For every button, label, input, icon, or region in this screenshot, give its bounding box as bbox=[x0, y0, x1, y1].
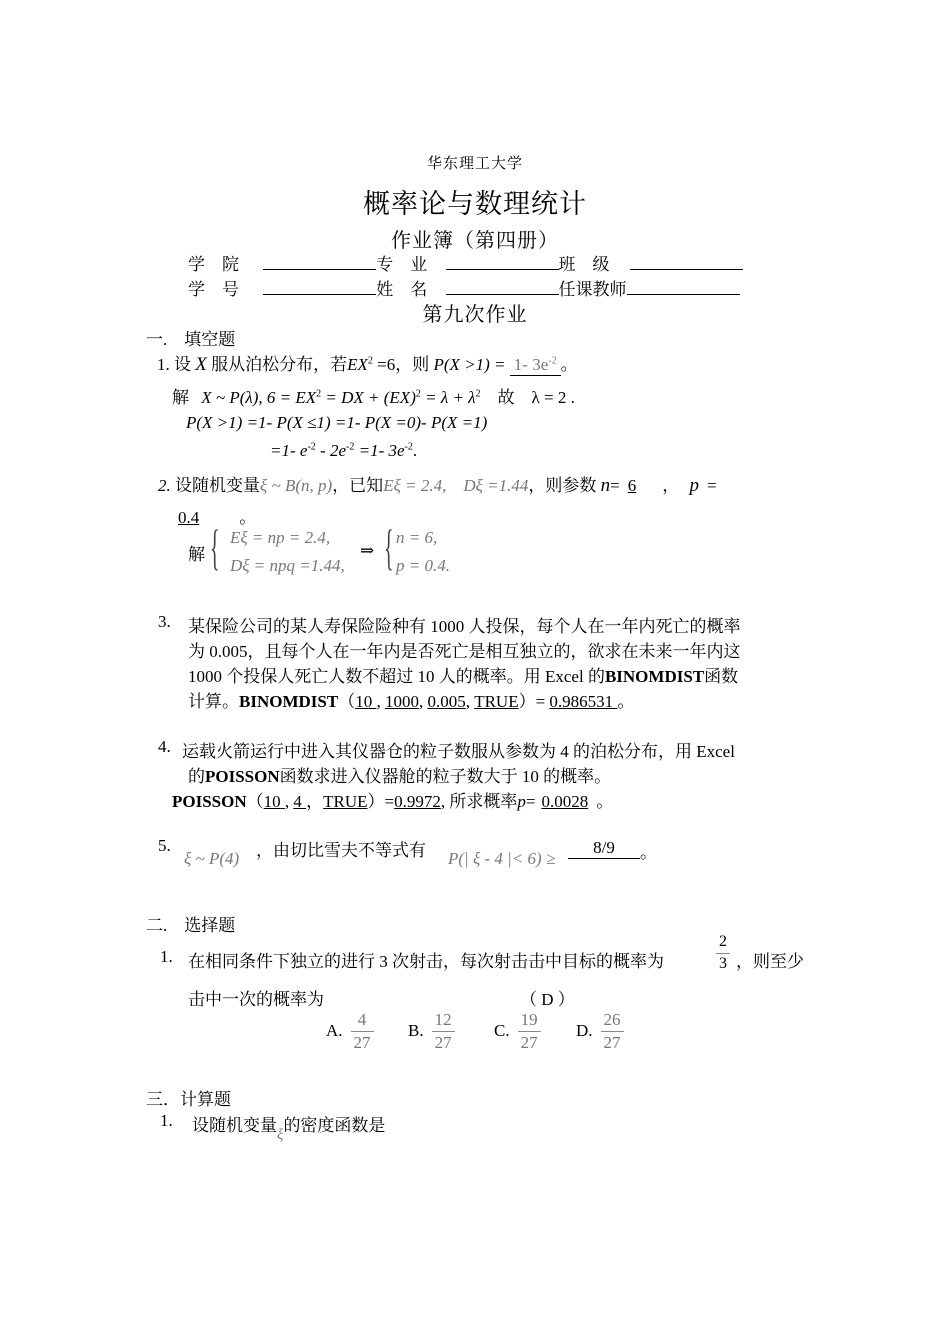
s1-q1-question: 1. 设 X 服从泊松分布，若$EX^2 =6$，则 P(X >1) = 1- $3e^{-2}$ 。 bbox=[157, 354, 578, 375]
s2-q1-num: 1. bbox=[160, 947, 173, 966]
s1-q4-answer: 0.0028 bbox=[541, 792, 589, 811]
option-c[interactable] bbox=[494, 1011, 541, 1052]
s1-q2-n-answer: 6 bbox=[627, 476, 637, 495]
name-label: 姓 名 bbox=[376, 280, 428, 299]
page-subtitle: 作业簿（第四册） bbox=[391, 230, 559, 252]
s3-q1-num: 1. bbox=[160, 1111, 173, 1130]
class-label: 班 级 bbox=[558, 255, 610, 274]
s1-q3-num: 3. bbox=[158, 612, 171, 631]
s1-q4-line1: 运载火箭运行中进入其仪器仓的粒子数服从参数为 4 的泊松分布，用 Excel bbox=[182, 742, 735, 761]
s1-q2-p-answer: 0.4 bbox=[178, 508, 200, 527]
section2-title: 二. 选择题 bbox=[146, 916, 236, 935]
s1-q3-line4: 计算。BINOMDIST（10 , 1000, 0.005, TRUE）= 0.986531 。 bbox=[188, 692, 635, 711]
option-label: B. bbox=[408, 1021, 424, 1041]
left-brace-icon: { bbox=[384, 519, 394, 575]
option-label: D. bbox=[576, 1021, 593, 1041]
left-brace-icon: { bbox=[210, 519, 220, 575]
option-fraction: $\frac{12}{27}$ bbox=[432, 1011, 455, 1052]
option-d[interactable] bbox=[576, 1011, 624, 1052]
s1-q2-question: 2. 设随机变量ξ ~ B(n, p)，已知Eξ = 2.4, Dξ =1.44，则参数 n= 6 ， p = bbox=[158, 475, 717, 496]
major-label: 专 业 bbox=[376, 255, 428, 274]
name-field[interactable] bbox=[446, 279, 559, 295]
s1-q5-expr: P(| ξ - 4 |< 6) ≥ bbox=[448, 849, 556, 868]
s2-q1-line1: 在相同条件下独立的进行 3 次射击，每次射击击中目标的概率为 bbox=[188, 952, 664, 971]
university-name: 华东理工大学 bbox=[426, 156, 523, 172]
page-title: 概率论与数理统计 bbox=[363, 189, 587, 219]
s1-q5-text: ，由切比雪夫不等式有 bbox=[256, 841, 426, 860]
option-fraction: $\frac{26}{27}$ bbox=[601, 1011, 624, 1052]
section3-title: 三．计算题 bbox=[146, 1090, 231, 1109]
s2-q1-answer: （ D ） bbox=[520, 990, 575, 1009]
student-id-field[interactable] bbox=[263, 279, 376, 295]
s2-q1-fraction: $\frac{2}{3}$ bbox=[716, 934, 730, 973]
s2-q1-options bbox=[326, 1011, 646, 1059]
s2-q1-line1-end: ，则至少 bbox=[736, 952, 804, 971]
s1-q5-end: 。 bbox=[640, 843, 657, 862]
s1-q3-answer: 0.986531 bbox=[549, 692, 614, 711]
college-label: 学 院 bbox=[188, 255, 239, 274]
college-field[interactable] bbox=[263, 254, 376, 270]
option-fraction: $\frac{4}{27}$ bbox=[351, 1011, 374, 1052]
s2-q1-line2: 击中一次的概率为 bbox=[188, 990, 324, 1009]
s1-q1-solution-line1: 解 X ~ P(λ), $6 = EX^2$ = DX + $(EX)^2 = \lambda + \lambda^2$ 故 λ = 2 . bbox=[172, 388, 575, 407]
form-row-1 bbox=[188, 250, 743, 275]
s1-q5-answer: 8/9 bbox=[568, 838, 640, 859]
teacher-field[interactable] bbox=[627, 279, 740, 295]
option-fraction: $\frac{19}{27}$ bbox=[518, 1011, 541, 1052]
teacher-label: 任课教师 bbox=[558, 280, 627, 299]
s1-q1-answer: 1- $3e^{-2}$ bbox=[510, 355, 561, 376]
class-field[interactable] bbox=[630, 254, 743, 270]
s1-q3-line3: 1000 个投保人死亡人数不超过 10 人的概率。用 Excel 的BINOMDIST函数 bbox=[188, 667, 739, 686]
implies-icon: ⇒ bbox=[360, 541, 375, 560]
s1-q5-num: 5. bbox=[158, 836, 171, 855]
s1-q1-solution-line3: =1- $e^{-2} - 2e^{-2} =1-$ $3e^{-2}$. bbox=[270, 441, 418, 460]
option-a[interactable] bbox=[326, 1011, 374, 1052]
s1-q1-solution-line2: P(X >1) =1- P(X ≤1) =1- P(X =0)- P(X =1) bbox=[186, 413, 488, 432]
s1-q4-num: 4. bbox=[158, 737, 171, 756]
option-label: C. bbox=[494, 1021, 510, 1041]
option-b[interactable] bbox=[408, 1011, 455, 1052]
major-field[interactable] bbox=[446, 254, 559, 270]
option-label: A. bbox=[326, 1021, 343, 1041]
student-id-label: 学 号 bbox=[188, 280, 239, 299]
s1-q4-line2: 的POISSON函数求进入仪器舱的粒子数大于 10 的概率。 bbox=[188, 767, 612, 786]
form-row-2 bbox=[188, 275, 740, 300]
assignment-title: 第九次作业 bbox=[422, 304, 528, 326]
s1-q5-dist: ξ ~ P(4) bbox=[184, 849, 240, 868]
s1-q4-line3: POISSON（10 , 4 ，TRUE）=0.9972, 所求概率p= 0.0028 。 bbox=[172, 792, 614, 811]
s1-q3-line2: 为 0.005，且每个人在一年内是否死亡是相互独立的，欲求在未来一年内这 bbox=[188, 642, 741, 661]
s1-q3-line1: 某保险公司的某人寿保险险种有 1000 人投保，每个人在一年内死亡的概率 bbox=[188, 617, 741, 636]
s1-q2-p-answer-line: 0.4 。 bbox=[178, 508, 257, 527]
section1-title: 一. 填空题 bbox=[146, 330, 236, 349]
s3-q1-text: 设随机变量ξ的密度函数是 bbox=[192, 1116, 386, 1143]
